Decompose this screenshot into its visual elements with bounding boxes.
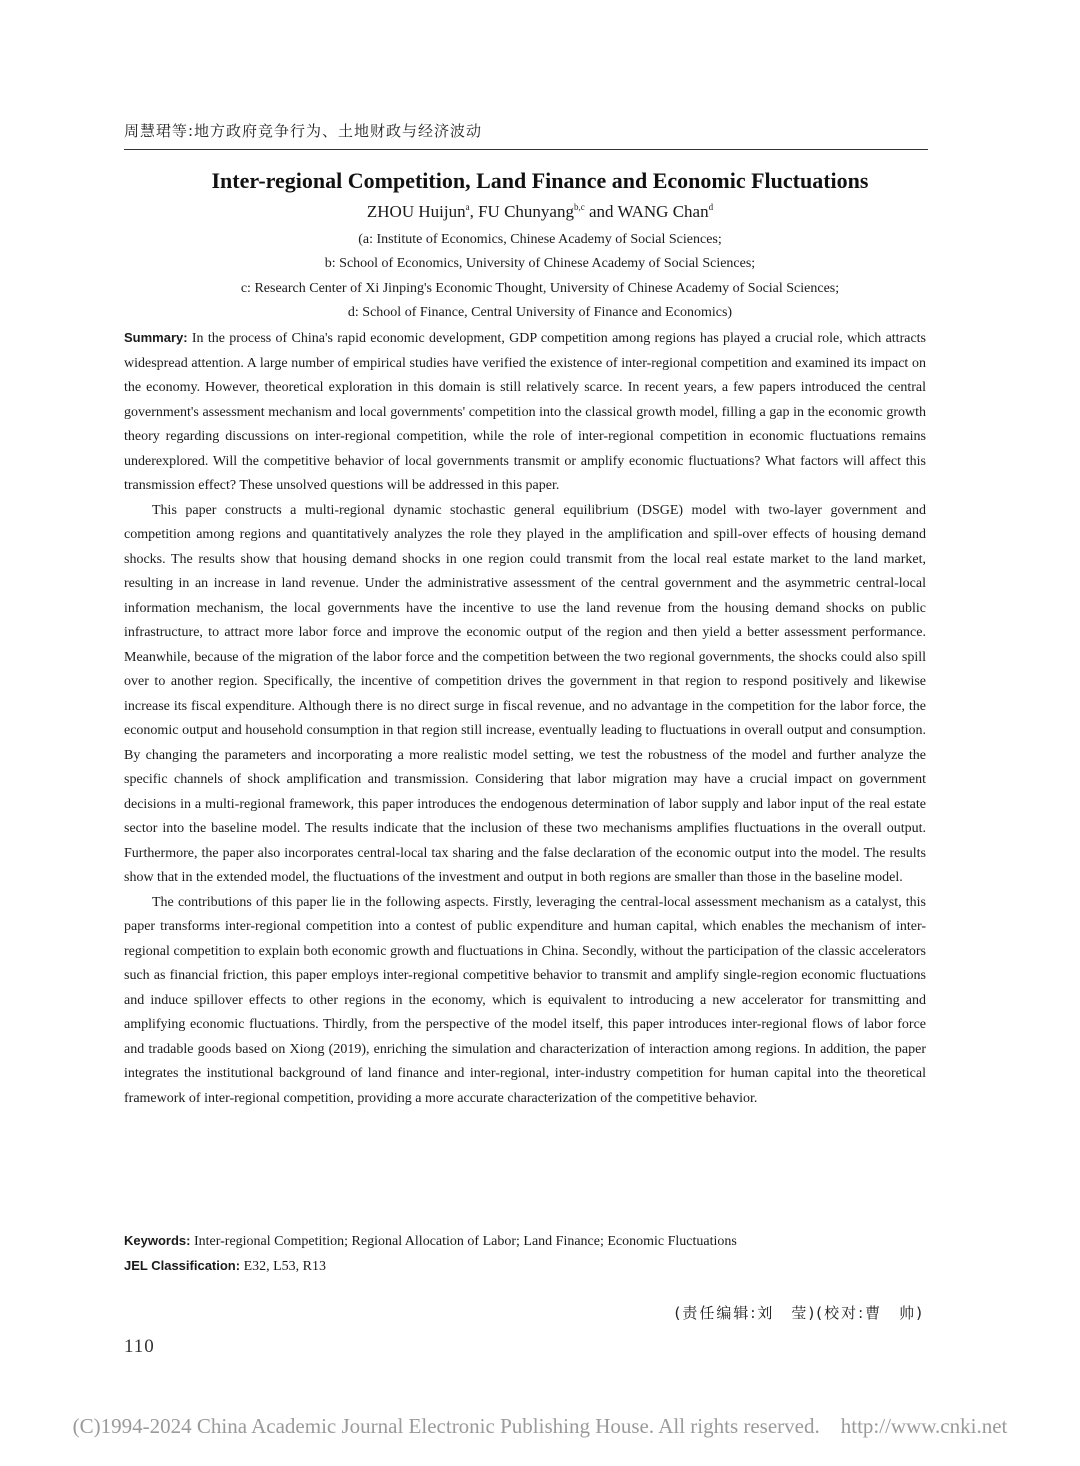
author-name: WANG Chan	[617, 202, 709, 221]
affiliation-b: b: School of Economics, University of Chinese Academy of Social Sciences;	[324, 256, 756, 271]
editor-credits: (责任编辑:刘 莹)(校对:曹 帅)	[674, 1304, 924, 1322]
author-affil-mark: d	[708, 202, 714, 212]
summary-label: Summary:	[124, 330, 188, 345]
keywords-label: Keywords:	[124, 1233, 191, 1248]
author-name: FU Chunyang	[478, 202, 574, 221]
summary-paragraph-1	[124, 326, 926, 499]
jel-text: E32, L53, R13	[243, 1259, 327, 1274]
affiliation-d: d: School of Finance, Central University of Finance and Economics)	[347, 305, 733, 320]
author-line: ZHOU Huijun$^a$, FU Chunyang$^{b,c}$ and WANG Chan$^d$	[366, 202, 714, 221]
author-joiner: and	[588, 202, 614, 221]
summary-paragraph-3: The contributions of this paper lie in the following aspects. Firstly, leveraging the central-local assessment mechanism as a catalyst, this paper transforms inter-regional competition into a contest of public expenditure and human capital, which enables the mechanism of inter-regional competition to explain both economic growth and fluctuations in China. Secondly, without the participation of the classic accelerators such as financial friction, this paper employs inter-regional competitive behavior to transmit and amplify single-region economic fluctuations and induce spillover effects to other regions in the economy, which is equivalent to introducing a new accelerator for transmitting and amplifying economic fluctuations. Thirdly, from the perspective of the model itself, this paper introduces inter-regional flows of labor force and tradable goods based on Xiong (2019), enriching the simulation and characterization of interaction among regions. In addition, the paper integrates the institutional background of land finance and inter-regional, inter-industry competition for human capital into the theoretical framework of inter-regional competition, providing a more accurate characterization of the competitive behavior.	[124, 894, 926, 1106]
summary-paragraph-2: This paper constructs a multi-regional dynamic stochastic general equilibrium (DSGE) model with two-layer government and competition among regions and quantitatively analyzes the role they played in the amplification and spill-over effects of housing demand shocks. The results show that housing demand shocks in one region could transmit from the local real estate market to the land market, resulting in an increase in land revenue. Under the administrative assessment of the central government and the asymmetric central-local information mechanism, the local governments have the incentive to use the land revenue from the housing demand shocks on public infrastructure, to attract more labor force and improve the economic output of the region and then yield a better assessment performance. Meanwhile, because of the migration of the labor force and the competition between the two regional governments, the shocks could also spill over to another region. Specifically, the incentive of competition drives the government in that region to respond positively and likewise increase its fiscal expenditure. Although there is no direct surge in fiscal revenue, and no advantage in the competition for the labor force, the economic output and household consumption in that region still increase, eventually leading to fluctuations in overall output and consumption. By changing the parameters and incorporating a more realistic model setting, we test the robustness of the model and further analyze the specific channels of shock amplification and transmission. Considering that labor migration may have a crucial impact on government decisions in a multi-regional framework, this paper introduces the endogenous determination of labor supply and labor input of the real estate sector into the baseline model. The results indicate that the inclusion of these two mechanisms amplifies fluctuations in the overall output. Furthermore, the paper also incorporates central-local tax sharing and the false declaration of the economic output into the model. The results show that in the extended model, the fluctuations of the investment and output in both regions are smaller than those in the baseline model.	[124, 502, 926, 885]
summary-section	[124, 326, 926, 1111]
author-name: ZHOU Huijun	[366, 202, 466, 221]
jel-line	[124, 1258, 926, 1275]
affiliation-a: (a: Institute of Economics, Chinese Academy of Social Sciences;	[358, 232, 722, 247]
author-affil-mark: a	[465, 202, 470, 212]
summary-text-1: In the process of China's rapid economic development, GDP competition among regions has played a crucial role, which attracts widespread attention. A large number of empirical studies have verified the existence of inter-regional competition and examined its impact on the economy. However, theoretical exploration in this domain is still relatively scarce. In recent years, a few papers introduced the central government's assessment mechanism and local governments' competition into the classical growth model, filling a gap in the economic growth theory regarding discussions on inter-regional competition, while the role of inter-regional competition in economic fluctuations remains underexplored. Will the competitive behavior of local governments transmit or amplify economic fluctuations? What factors will affect this transmission effect? These unsolved questions will be addressed in this paper.	[124, 331, 927, 493]
keywords-line	[124, 1233, 926, 1250]
copyright-footer: (C)1994-2024 China Academic Journal Electronic Publishing House. All rights reserved. http://www.cnki.net	[72, 1414, 1008, 1438]
keywords-text: Inter-regional Competition; Regional Allocation of Labor; Land Finance; Economic Fluctuations	[193, 1234, 737, 1249]
page-number: 110	[124, 1336, 155, 1357]
author-affil-mark: b,c	[573, 202, 585, 212]
affiliation-c: c: Research Center of Xi Jinping's Economic Thought, University of Chinese Academy of Social Sciences;	[240, 281, 840, 296]
jel-label: JEL Classification:	[124, 1258, 241, 1273]
running-head: 周慧珺等:地方政府竞争行为、土地财政与经济波动	[124, 120, 928, 150]
article-title: Inter-regional Competition, Land Finance and Economic Fluctuations	[211, 168, 869, 193]
